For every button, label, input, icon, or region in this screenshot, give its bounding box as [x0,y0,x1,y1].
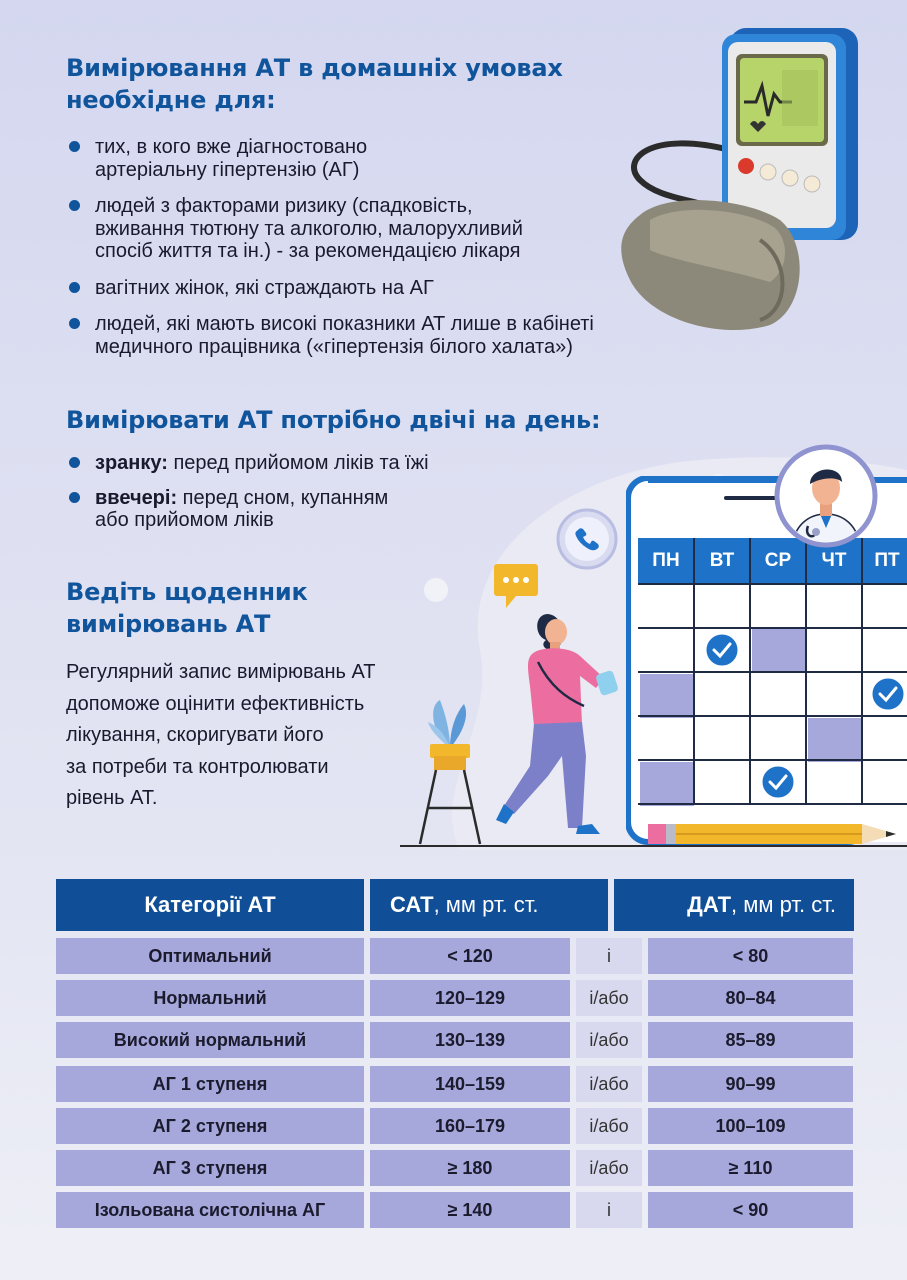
table-cell-category: Високий нормальний [56,1022,364,1058]
table-cell-dbp: < 90 [648,1192,853,1228]
table-cell-conj: і/або [576,1066,642,1102]
section1-heading-line2: необхідне для: [66,86,276,114]
list-item: зранку: перед прийомом ліків та їжі [66,452,486,475]
table-cell-conj: і/або [576,1150,642,1186]
pencil-icon [648,820,907,848]
table-cell-conj: і/або [576,1022,642,1058]
table-cell-dbp: 85–89 [648,1022,853,1058]
table-cell-sbp: ≥ 180 [370,1150,570,1186]
table-cell-category: Нормальний [56,980,364,1016]
plant-icon [410,696,490,846]
table-cell-sbp: 120–129 [370,980,570,1016]
section2-heading: Вимірювати АТ потрібно двічі на день: [66,406,601,434]
table-cell-conj: і [576,938,642,974]
table-cell-sbp: 130–139 [370,1022,570,1058]
table-cell-category: АГ 2 ступеня [56,1108,364,1144]
list-item: людей, які мають високі показники АТ лише в кабінеті медичного працівника («гіпертензія білого халата») [66,313,706,358]
list-item: ввечері: перед сном, купанням або прийомом ліків [66,487,486,532]
table-cell-conj: і/або [576,1108,642,1144]
table-cell-sbp: < 120 [370,938,570,974]
table-cell-category: Ізольована систолічна АГ [56,1192,364,1228]
table-cell-sbp: ≥ 140 [370,1192,570,1228]
table-cell-dbp: 100–109 [648,1108,853,1144]
table-cell-category: АГ 1 ступеня [56,1066,364,1102]
section1-heading [66,52,563,116]
list-item: тих, в кого вже діагностовано артеріальну гіпертензію (АГ) [66,136,706,181]
calendar-day: ЧТ [821,550,847,571]
section1-heading-line1: Вимірювання АТ в домашніх умовах [66,54,563,82]
table-row [0,980,907,1016]
table-cell-category: Оптимальний [56,938,364,974]
table-cell-dbp: 90–99 [648,1066,853,1102]
calendar-day: ПТ [874,550,900,571]
table-row [0,1192,907,1228]
list-item: людей з факторами ризику (спадковість, вживання тютюну та алкоголю, малорухливий спосіб життя та ін.) - за рекомендацією лікаря [66,195,706,263]
table-header-category: Категорії АТ [56,879,364,931]
calendar-day: ПН [652,550,680,571]
table-row [0,1066,907,1102]
table-cell-sbp: 160–179 [370,1108,570,1144]
section3-paragraph: Регулярний запис вимірювань АТ допоможе оцінити ефективність лікування, скоригувати його за потреби та контролювати рівень АТ. [66,661,376,809]
table-header-dbp: ДАТ , мм рт. ст. [614,879,854,931]
phone-icon [556,508,618,570]
calendar-day: СР [764,550,792,571]
table-header-sbp: САТ , мм рт. ст. [370,879,608,931]
list-item: вагітних жінок, які страждають на АГ [66,277,706,300]
table-cell-dbp: 80–84 [648,980,853,1016]
table-cell-category: АГ 3 ступеня [56,1150,364,1186]
table-row [0,1022,907,1058]
table-cell-conj: і [576,1192,642,1228]
table-row [0,1150,907,1186]
table-cell-dbp: ≥ 110 [648,1150,853,1186]
blood-pressure-monitor-icon [610,20,870,340]
table-cell-sbp: 140–159 [370,1066,570,1102]
section3-heading: Ведіть щоденник вимірювань АТ [66,578,308,638]
table-row [0,1108,907,1144]
table-cell-dbp: < 80 [648,938,853,974]
table-row [0,938,907,974]
chat-bubble-icon [492,562,542,610]
doctor-avatar-icon [774,444,878,548]
calendar-day: ВТ [709,550,735,571]
table-cell-conj: і/або [576,980,642,1016]
woman-illustration [490,606,640,846]
